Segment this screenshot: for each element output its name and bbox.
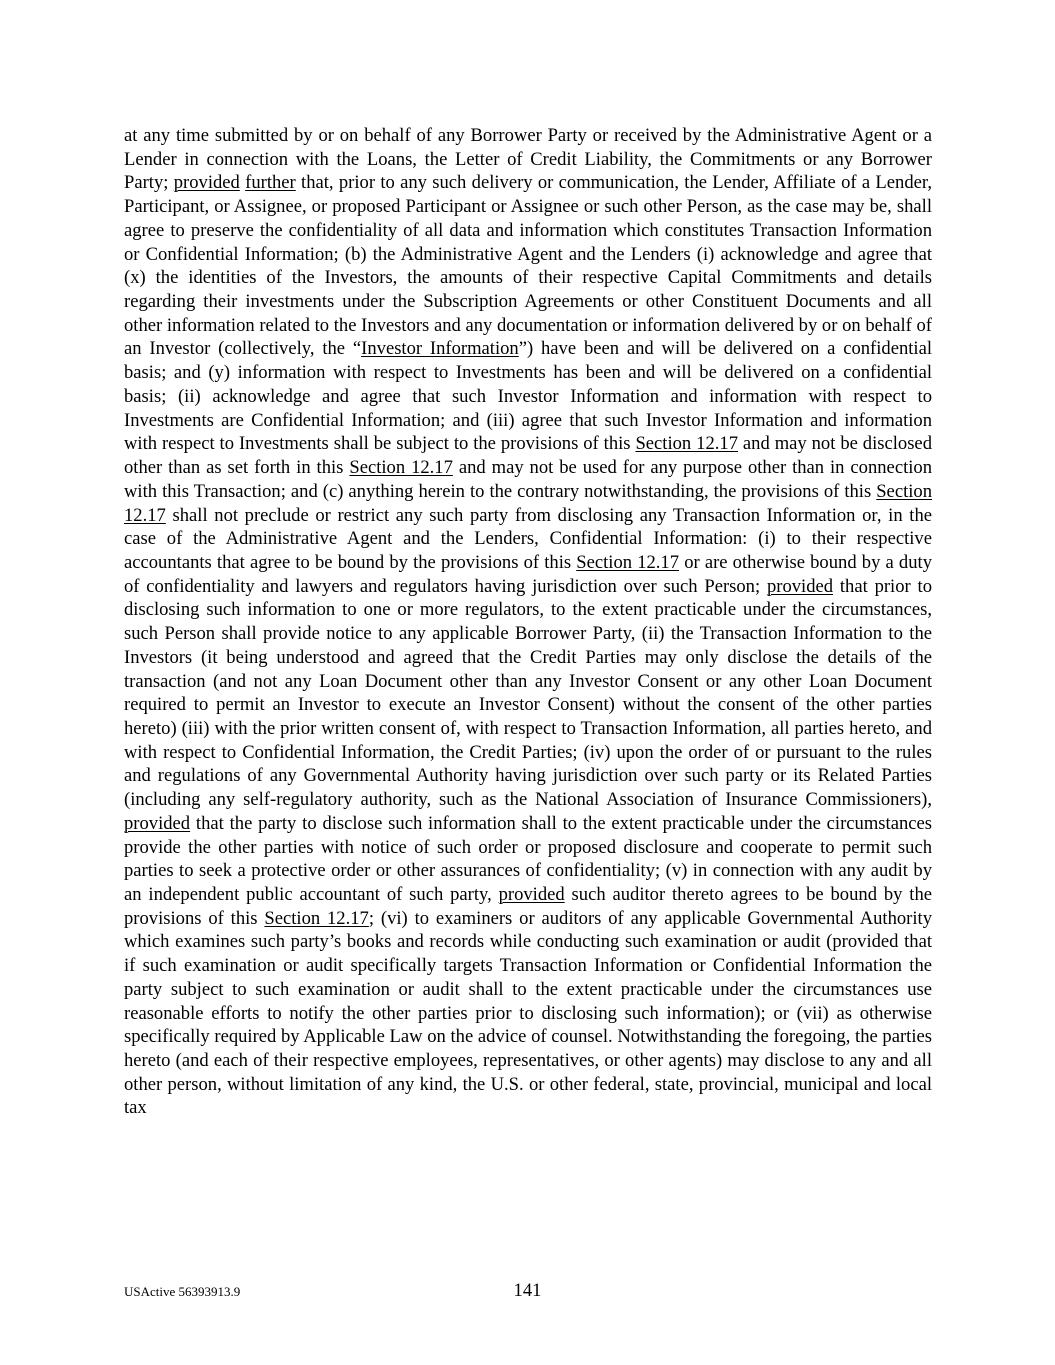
defined-term-provided: provided — [498, 884, 565, 905]
defined-term-provided: provided — [173, 172, 240, 194]
document-id: USActive 56393913.9 — [124, 1284, 241, 1299]
defined-term-further: further — [245, 172, 296, 194]
section-reference: Section 12.17 — [264, 907, 369, 929]
body-text: and may not be used for any purpose other than in connection with this Transaction; and (c) anything herein to the contrary notwithstanding, the provisions of this — [124, 457, 932, 502]
section-reference: Section 12.17 — [576, 551, 680, 573]
body-text: such auditor thereto agrees to be bound by the provisions of this — [124, 884, 933, 929]
body-text: or are otherwise bound by a duty of confidentiality and lawyers and regulators having jurisdiction over such Person; — [124, 551, 932, 597]
body-text: shall not preclude or restrict any such party from disclosing any Transaction Information or, in the case of the Administrative Agent and the Lenders, Confidential Information: (i) to their respective accountants that agree to be bound by the provisions of this — [124, 504, 932, 573]
section-reference: Section 12.17 — [635, 433, 738, 455]
body-text: and may not be disclosed other than as set forth in this — [124, 433, 932, 479]
defined-term-provided: provided — [124, 812, 191, 834]
body-text: ; (vi) to examiners or auditors of any applicable Governmental Authority which examines such party’s books and records while conducting such examination or audit (provided that if such examination or audit specifically targets Transaction Information or Confidential Information the party subject to such examination or audit shall to the extent practicable under the circumstances use reasonable efforts to notify the other parties prior to disclosing such information); or (vii) as otherwise specifically required by Applicable Law on the advice of counsel. Notwithstanding the foregoing, the parties hereto (and each of their respective employees, representatives, or other agents) may disclose to any and all other person, without limitation of any kind, the U.S. or other federal, state, provincial, municipal and local tax — [124, 907, 933, 1119]
page-number: 141 — [513, 1280, 542, 1301]
defined-term-provided: provided — [766, 575, 834, 597]
section-reference: Section 12.17 — [124, 480, 932, 526]
body-text: that prior to disclosing such information to one or more regulators, to the extent practicable under the circumstances, such Person shall provide notice to any applicable Borrower Party, (ii) the Transaction Information to the Investors (it being understood and agreed that the Credit Parties may only disclose the details of the transaction (and not any Loan Document other than any Investor Consent or any other Loan Document required to permit an Investor to execute an Investor Consent) without the consent of the other parties hereto) (iii) with the prior written consent of, with respect to Transaction Information, all parties hereto, and with respect to Confidential Information, the Credit Parties; (iv) upon the order of or pursuant to the rules and regulations of any Governmental Authority having jurisdiction over such party or its Related Parties (including any self-regulatory authority, such as the National Association of Insurance Commissioners), — [124, 575, 932, 811]
section-reference: Section 12.17 — [349, 457, 453, 479]
document-body — [124, 124, 932, 1120]
body-text: at any time submitted by or on behalf of any Borrower Party or received by the Administrative Agent or a Lender in connection with the Loans, the Letter of Credit Liability, the Commitments or any Borrower Party; — [124, 125, 932, 194]
body-text: that the party to disclose such information shall to the extent practicable under the circumstances provide the other parties with notice of such order or proposed disclosure and cooperate to permit such parties to seek a protective order or other assurances of confidentiality; (v) in connection with any audit by an independent public accountant of such party, — [124, 812, 932, 905]
body-paragraph — [124, 124, 932, 1120]
body-text: ”) have been and will be delivered on a confidential basis; and (y) information with respect to Investments has been and will be delivered on a confidential basis; (ii) acknowledge and agree that such Investor Information and information with respect to Investments are Confidential Information; and (iii) agree that such Investor Information and information with respect to Investments shall be subject to the provisions of this — [124, 338, 933, 455]
body-text: that, prior to any such delivery or communication, the Lender, Affiliate of a Lender, Participant, or Assignee, or proposed Participant or Assignee or such other Person, as the case may be, shall agree to preserve the confidentiality of all data and information which constitutes Transaction Information or Confidential Information; (b) the Administrative Agent and the Lenders (i) acknowledge and agree that (x) the identities of the Investors, the amounts of their respective Capital Commitments and details regarding their investments under the Subscription Agreements or other Constituent Documents and all other information related to the Investors and any documentation or information delivered by or on behalf of an Investor (collectively, the “ — [124, 172, 932, 360]
defined-term-investor-information: Investor Information — [361, 338, 519, 360]
